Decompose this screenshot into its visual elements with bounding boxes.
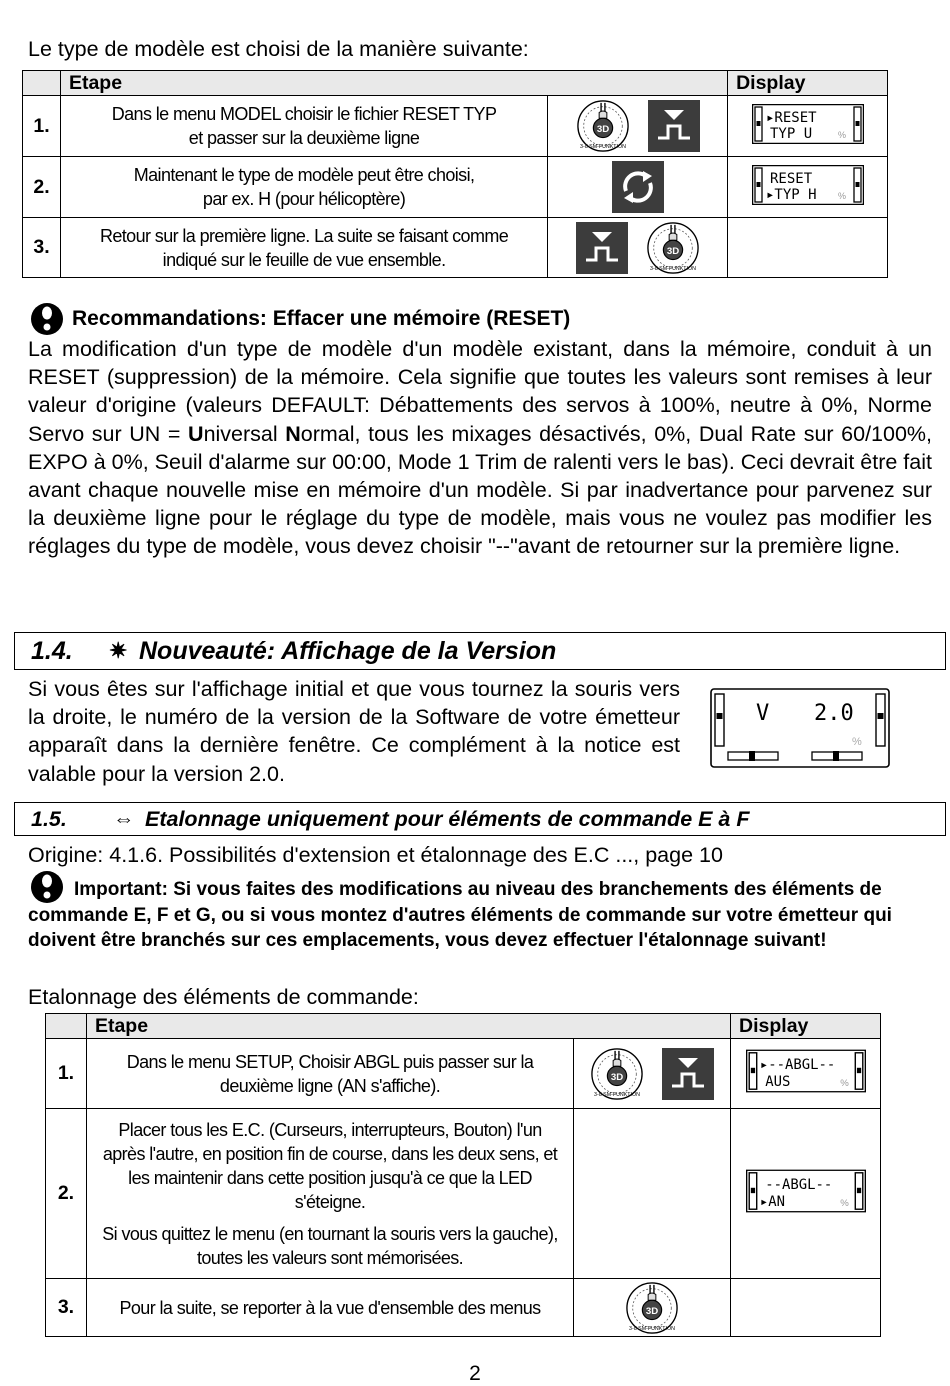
lcd-percent: % — [837, 129, 846, 140]
alert-icon — [30, 302, 64, 336]
model-type-table — [22, 70, 888, 278]
step-icons — [548, 218, 728, 278]
lcd-line2: AUS — [764, 1074, 790, 1090]
calibration-table — [45, 1013, 881, 1337]
star-icon: ✷ — [109, 638, 128, 663]
section-heading-1-4 — [14, 632, 946, 670]
press-button-icon — [576, 222, 628, 274]
table-header-etape: Etape — [86, 1014, 730, 1039]
3d-mouse-icon — [590, 1047, 644, 1101]
3d-mouse-icon — [625, 1281, 679, 1335]
lcd-display-empty — [728, 218, 888, 278]
origin-text: Origine: 4.1.6. Possibilités d'extension et étalonnage des E.C ..., page 10 — [28, 843, 723, 867]
step-icons — [548, 96, 728, 157]
lcd-display — [731, 1039, 881, 1109]
step-icons — [574, 1039, 731, 1109]
table-row — [23, 218, 888, 278]
3d-mouse-icon — [646, 221, 700, 275]
step-icons — [574, 1279, 731, 1337]
intro-text: Le type de modèle est choisi de la manière suivante: — [28, 37, 529, 61]
important-text: Important: Si vous faites des modifications au niveau des branchements des éléments de commande E, F et G, ou si vous montez d'autres éléments de commande sur votre émetteur qui doivent être branchés sur ces emplacements, vous devez effectuer l'étalonnage suivant! — [28, 879, 892, 951]
section-heading-1-5 — [14, 802, 946, 836]
lcd-line1: RESET — [769, 170, 812, 187]
step-number: 2. — [46, 1109, 87, 1279]
lcd-percent: % — [839, 1198, 849, 1209]
lcd-line1: ▸RESET — [765, 109, 817, 126]
step-description: Placer tous les E.C. (Curseurs, interrupteurs, Bouton) l'un après l'autre, en position fin de course, dans les deux sens, et les maintenir dans cette position jusqu'à ce que la LED s'éteigne. Si vous quittez le menu (en tournant la souris vers la gauche), toutes les valeurs sont mémorisées. — [86, 1109, 573, 1279]
section-number: 1.4. — [31, 636, 73, 665]
table-row — [23, 96, 888, 157]
table-header-blank — [46, 1014, 87, 1039]
lcd-display — [728, 157, 888, 218]
section-number: 1.5. — [31, 806, 67, 831]
section-title: Nouveauté: Affichage de la Version — [139, 636, 557, 665]
reco-title: Recommandations: Effacer une mémoire (RESET) — [72, 307, 571, 330]
lcd-display — [731, 1109, 881, 1279]
lcd-line2: ▸AN — [759, 1194, 785, 1210]
step-description: Retour sur la première ligne. La suite se faisant comme indiqué sur le feuille de vue ensemble. — [60, 218, 547, 278]
rotate-mouse-icon — [612, 161, 664, 213]
step-icons — [548, 157, 728, 218]
step-description: Dans le menu SETUP, Choisir ABGL puis passer sur la deuxième ligne (AN s'affiche). — [86, 1039, 573, 1109]
section-title: Etalonnage uniquement pour éléments de commande E à F — [145, 806, 750, 831]
table-row — [46, 1039, 881, 1109]
step-number: 1. — [46, 1039, 87, 1109]
lcd-percent: % — [852, 736, 862, 748]
lcd-line1: ▸--ABGL-- — [759, 1056, 835, 1073]
etalonnage-intro: Etalonnage des éléments de commande: — [28, 985, 419, 1009]
step-number: 3. — [46, 1279, 87, 1337]
table-row — [46, 1279, 881, 1337]
table-header-etape: Etape — [60, 71, 727, 96]
table-header-display: Display — [728, 71, 888, 96]
lcd-line2: ▸TYP H — [765, 186, 817, 203]
lcd-line1: --ABGL-- — [764, 1176, 832, 1193]
reco-body: La modification d'un type de modèle d'un modèle existant, dans la mémoire, conduit à un RESET (suppression) de la mémoire. Cela signifie que toutes les valeurs sont remises à leur valeur d'origine (valeurs DEFAULT: Débattements des servos à 100%, neutre à 0%, Norme Servo sur UN = Universal Normal, tous les mixages désactivés, 0%, Dual Rate sur 60/100%, EXPO à 0%, Seuil d'alarme sur 00:00, Mode 1 Trim de ralenti vers le bas). Ceci devrait être fait avant chaque nouvelle mise en mémoire d'un modèle. Si par inadvertance pour parvenez sur la deuxième ligne pour le réglage du type de modèle, mais vous ne voulez pas modifier les réglages du type de modèle, vous devez choisir "--"avant de retourner sur la première ligne. — [28, 337, 932, 559]
table-row — [46, 1109, 881, 1279]
table-header-display: Display — [731, 1014, 881, 1039]
double-arrow-icon: ⇔ — [113, 806, 135, 831]
step-description: Dans le menu MODEL choisir le fichier RESET TYP et passer sur la deuxième ligne — [60, 96, 547, 157]
page-number: 2 — [469, 1362, 481, 1385]
table-row — [23, 157, 888, 218]
lcd-display — [728, 96, 888, 157]
lcd-percent: % — [837, 190, 846, 201]
lcd-version-label: V — [756, 701, 770, 726]
step-description: Pour la suite, se reporter à la vue d'ensemble des menus — [86, 1279, 573, 1337]
step-number: 3. — [23, 218, 61, 278]
press-button-icon — [648, 100, 700, 152]
reco-heading — [30, 302, 570, 336]
step-number: 1. — [23, 96, 61, 157]
version-lcd-display — [710, 688, 890, 768]
lcd-percent: % — [839, 1078, 849, 1089]
step-number: 2. — [23, 157, 61, 218]
table-header-blank — [23, 71, 61, 96]
lcd-display-empty — [731, 1279, 881, 1337]
lcd-version-number: 2.0 — [814, 701, 854, 726]
press-button-icon — [662, 1048, 714, 1100]
version-body: Si vous êtes sur l'affichage initial et que vous tournez la souris vers la droite, le numéro de la version de la Software de votre émetteur apparaît dans la dernière fenêtre. Ce complément à la notice est valable pour la version 2.0. — [28, 677, 680, 786]
3d-mouse-icon — [576, 99, 630, 153]
lcd-line2: TYP U — [769, 125, 812, 142]
step-icons-empty — [574, 1109, 731, 1279]
step-description: Maintenant le type de modèle peut être choisi, par ex. H (pour hélicoptère) — [60, 157, 547, 218]
